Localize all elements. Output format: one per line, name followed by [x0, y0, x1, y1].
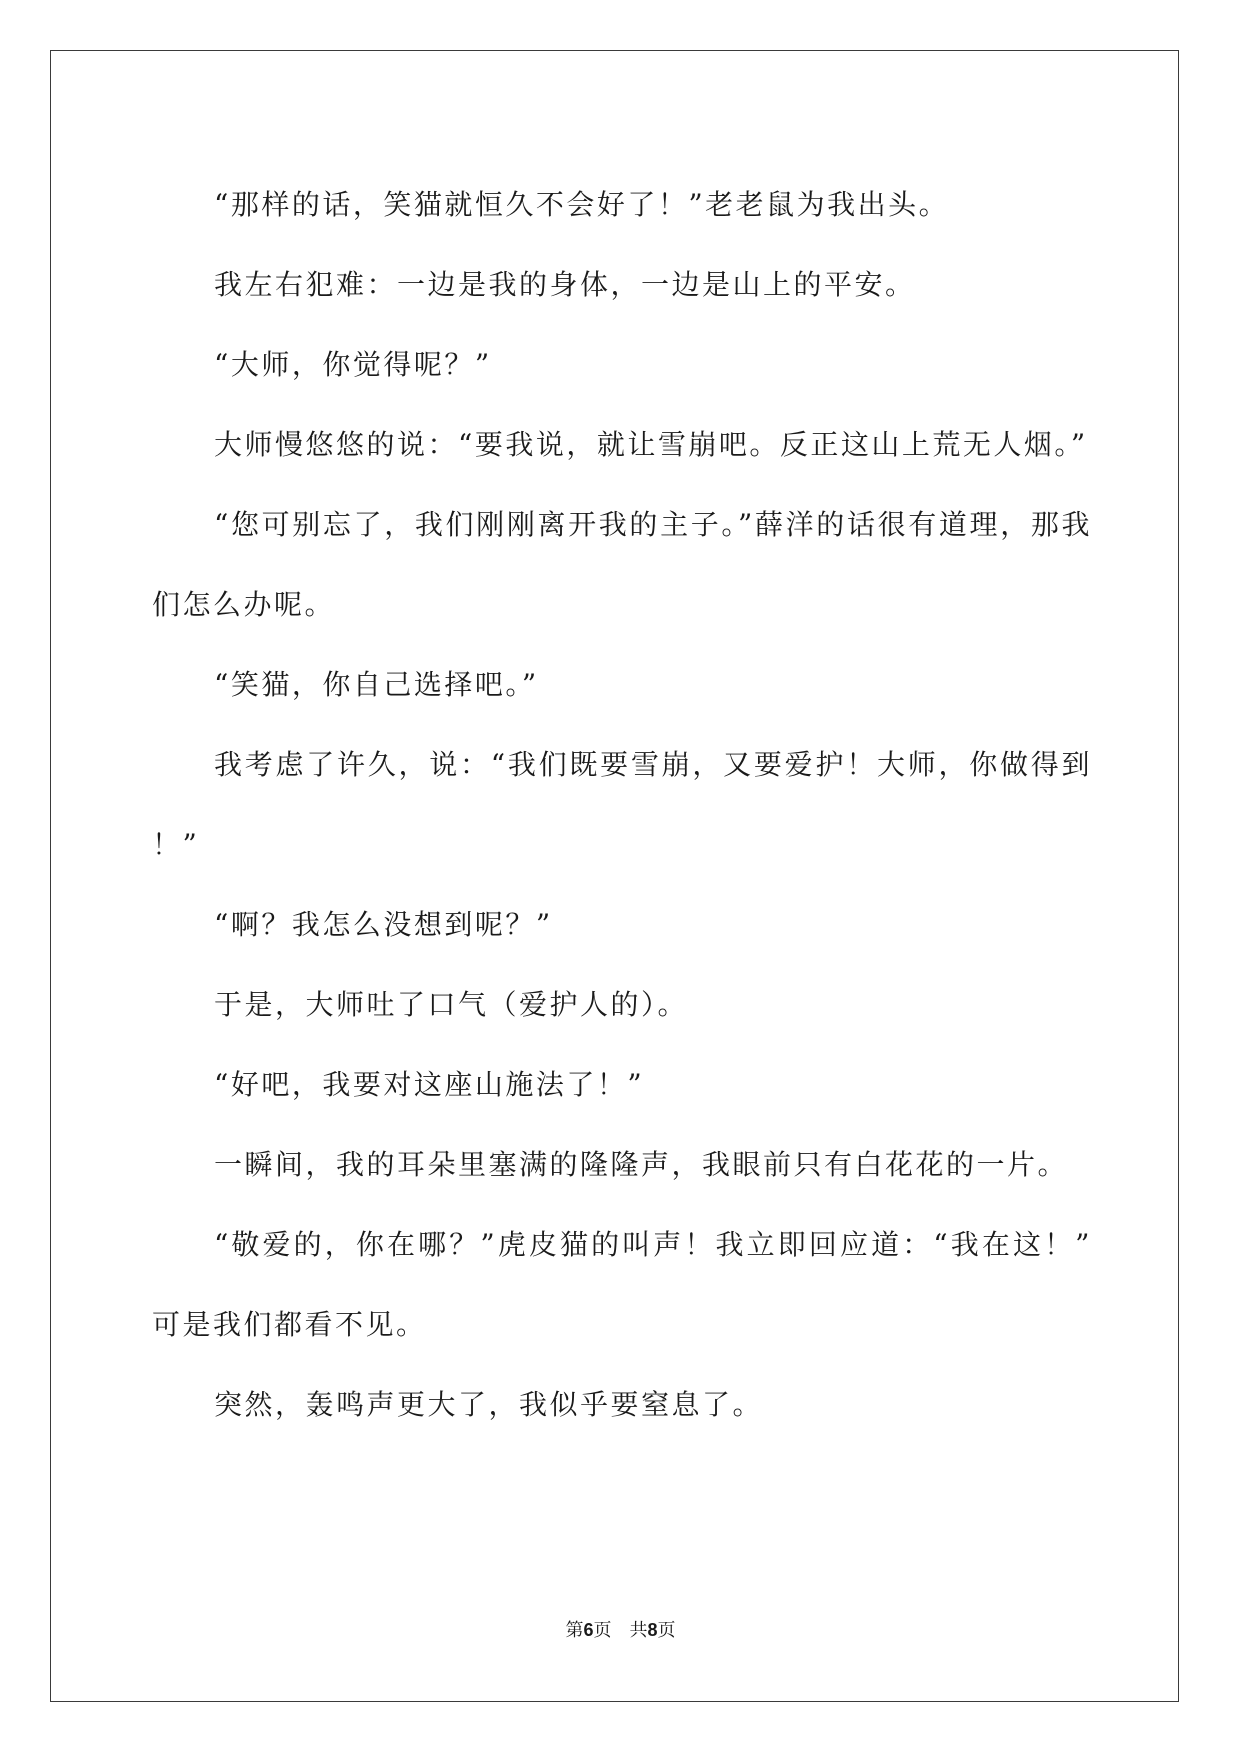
total-page-number: 8: [647, 1620, 658, 1640]
paragraph: 我左右犯难：一边是我的身体，一边是山上的平安。: [214, 268, 916, 301]
paragraph: “您可别忘了，我们刚刚离开我的主子。”薛洋的话很有道理，那我们怎么办呢。: [152, 508, 1092, 621]
paragraph: “敬爱的，你在哪？”虎皮猫的叫声！我立即回应道：“我在这！”可是我们都看不见。: [152, 1228, 1092, 1341]
paragraph: “大师，你觉得呢？”: [214, 348, 492, 381]
current-page-number: 6: [583, 1620, 594, 1640]
paragraph: “啊？我怎么没想到呢？”: [214, 908, 553, 941]
document-body: [152, 165, 1092, 1445]
page-prefix: 第: [565, 1620, 584, 1641]
paragraph: “笑猫，你自己选择吧。”: [214, 668, 539, 701]
paragraph: “好吧，我要对这座山施法了！”: [214, 1068, 645, 1101]
paragraph: 我考虑了许久，说：“我们既要雪崩，又要爱护！大师，你做得到！”: [152, 748, 1092, 861]
paragraph: “那样的话，笑猫就恒久不会好了！”老老鼠为我出头。: [214, 188, 950, 221]
page-mid: 页 共: [593, 1620, 648, 1641]
paragraph: 于是，大师吐了口气（爱护人的）。: [214, 988, 689, 1021]
page-footer: [0, 1616, 1241, 1642]
paragraph: 一瞬间，我的耳朵里塞满的隆隆声，我眼前只有白花花的一片。: [214, 1148, 1069, 1181]
paragraph: 大师慢悠悠的说：“要我说，就让雪崩吧。反正这山上荒无人烟。”: [214, 428, 1088, 461]
paragraph: 突然，轰鸣声更大了，我似乎要窒息了。: [214, 1388, 764, 1421]
page-suffix: 页: [657, 1620, 676, 1641]
